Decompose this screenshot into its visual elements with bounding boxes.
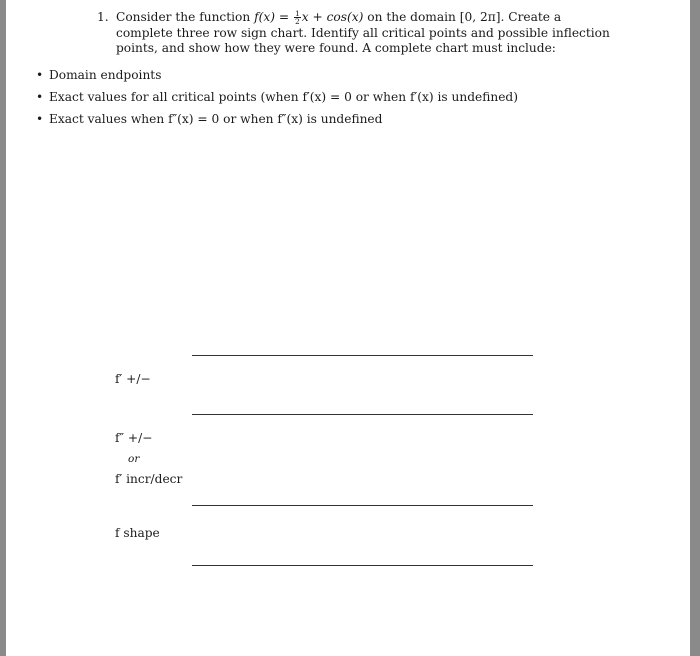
sign-chart-line-top	[192, 355, 533, 356]
f-shape-label: f shape	[115, 526, 160, 540]
fdouble-sign-label: f″ +/−	[115, 431, 153, 445]
list-item: • Exact values when f″(x) = 0 or when f″(x) is undefined	[36, 112, 383, 126]
bullet-icon: •	[36, 68, 44, 82]
sign-chart-line-lower	[192, 505, 533, 506]
function-lhs: f(x) =	[254, 10, 293, 24]
bullet-icon: •	[36, 90, 44, 104]
problem-statement	[99, 10, 619, 57]
worksheet-page	[6, 0, 690, 656]
fraction-numerator: 1	[294, 9, 300, 18]
problem-number: 1.	[97, 10, 109, 24]
sign-chart-line-middle	[192, 414, 533, 415]
fprime-incr-decr-label: f′ incr/decr	[115, 472, 183, 486]
function-rhs: x + cos(x)	[301, 10, 364, 24]
list-item: • Domain endpoints	[36, 68, 162, 82]
intro-rest: . Create a complete three row sign chart. Identify all critical points and possible inflection points, and show how they were found. A complete chart must include:	[116, 10, 610, 55]
fraction-denominator: 2	[294, 17, 300, 26]
domain-interval: [0, 2π]	[459, 10, 501, 24]
intro-before-func: Consider the function	[116, 10, 255, 24]
sign-chart-line-bottom	[192, 565, 533, 566]
problem-text	[116, 10, 619, 57]
fraction-one-half	[294, 10, 301, 25]
bullet-icon: •	[36, 112, 44, 126]
list-item: • Exact values for all critical points (when f′(x) = 0 or when f′(x) is undefined)	[36, 90, 518, 104]
or-label: or	[128, 453, 140, 465]
fprime-sign-label: f′ +/−	[115, 372, 151, 386]
intro-after-func: on the domain	[363, 10, 460, 24]
